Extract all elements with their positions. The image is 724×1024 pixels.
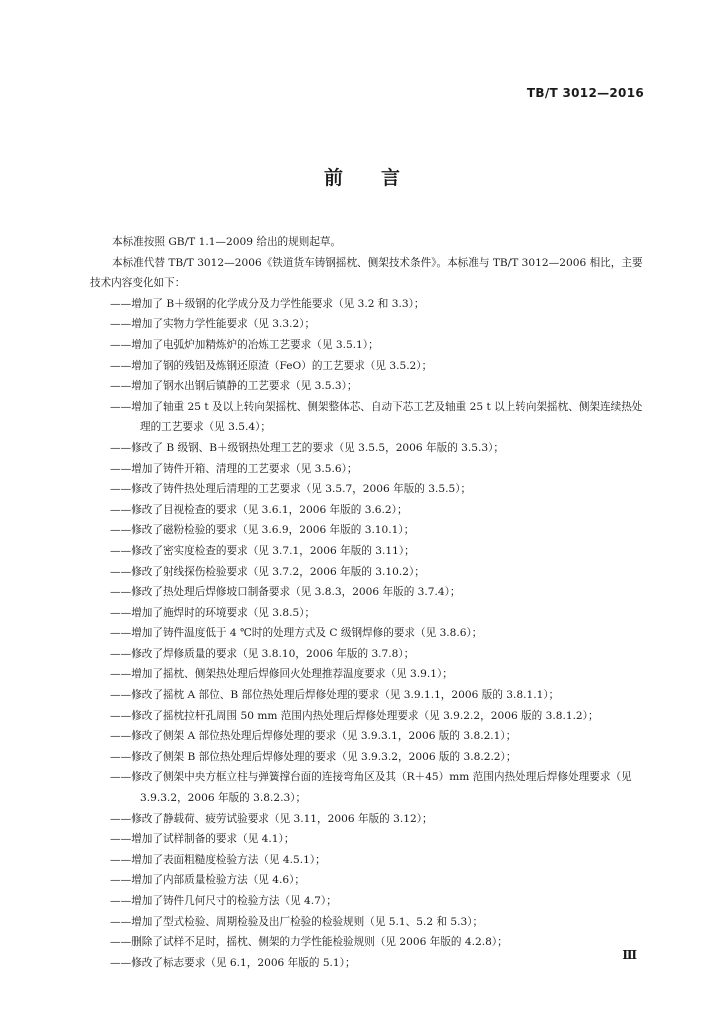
change-item: ——增加了摇枕、侧架热处理后焊修回火处理推荐温度要求（见 3.9.1）；	[110, 668, 453, 681]
change-item: ——增加了轴重 25 t 及以上转向架摇枕、侧架整体芯、自动下芯工艺及轴重 25 t 以上转向架摇枕、侧架连续热处理的工艺要求（见 3.5.4）；	[110, 400, 643, 434]
change-item: ——修改了侧架中央方框立柱与弹簧撑台面的连接弯角区及其（R＋45）mm 范围内热处理后焊修处理要求（见 3.9.3.2，2006 年版的 3.8.2.3）；	[110, 771, 632, 805]
change-item: ——修改了焊修质量的要求（见 3.8.10，2006 年版的 3.7.8）；	[110, 647, 415, 660]
change-item: ——增加了电弧炉加精炼炉的冶炼工艺要求（见 3.5.1）；	[110, 338, 379, 351]
change-item: ——删除了试样不足时，摇枕、侧架的力学性能检验规则（见 2006 年版的 4.2.8）；	[110, 936, 508, 949]
change-item: ——修改了摇枕拉杆孔周围 50 mm 范围内热处理后焊修处理要求（见 3.9.2.2，2006 版的 3.8.1.2）；	[110, 709, 599, 722]
standard-code-header: TB/T 3012—2016	[526, 86, 644, 100]
foreword-body	[90, 232, 646, 973]
change-item: ——增加了 B＋级钢的化学成分及力学性能要求（见 3.2 和 3.3）；	[110, 297, 425, 310]
change-item: ——增加了铸件几何尺寸的检验方法（见 4.7）；	[110, 895, 337, 907]
change-item: ——增加了型式检验、周期检验及出厂检验的检验规则（见 5.1、5.2 和 5.3）；	[110, 915, 484, 928]
change-item: ——增加了实物力学性能要求（见 3.3.2）；	[110, 318, 316, 331]
change-item: ——增加了试样制备的要求（见 4.1）；	[110, 833, 295, 846]
change-item: ——修改了侧架 B 部位热处理后焊修处理的要求（见 3.9.3.2，2006 版的 3.8.2.2）；	[110, 750, 517, 763]
change-item: ——增加了施焊时的环境要求（见 3.8.5）；	[110, 606, 316, 619]
page-number: Ⅲ	[622, 948, 637, 962]
change-item: ——修改了铸件热处理后清理的工艺要求（见 3.5.7，2006 年版的 3.5.5）；	[110, 483, 472, 496]
change-item: ——修改了密实度检查的要求（见 3.7.1，2006 年版的 3.11）；	[110, 544, 415, 557]
change-item: ——修改了热处理后焊修坡口制备要求（见 3.8.3，2006 年版的 3.7.4）；	[110, 586, 461, 599]
change-item: ——增加了内部质量检验方法（见 4.6）；	[110, 874, 306, 887]
change-item: ——增加了铸件开箱、清理的工艺要求（见 3.5.6）；	[110, 462, 358, 475]
change-item: ——修改了侧架 A 部位热处理后焊修处理的要求（见 3.9.3.1，2006 版的 3.8.2.1）；	[110, 730, 517, 743]
intro-paragraph-2: 本标准代替 TB/T 3012—2006《铁道货车铸钢摇枕、侧架技术条件》。本标准与 TB/T 3012—2006 相比，主要技术内容变化如下：	[90, 256, 643, 290]
change-item: ——修改了摇枕 A 部位、B 部位热处理后焊修处理的要求（见 3.9.1.1，2006 版的 3.8.1.1）；	[110, 689, 560, 702]
change-item: ——增加了表面粗糙度检验方法（见 4.5.1）；	[110, 853, 326, 866]
change-list	[90, 294, 646, 974]
page-title: 前言	[323, 167, 438, 189]
change-item: ——修改了静载荷、疲劳试验要求（见 3.11，2006 年版的 3.12）；	[110, 812, 433, 825]
change-item: ——增加了钢水出钢后镇静的工艺要求（见 3.5.3）；	[110, 380, 358, 393]
intro-paragraph-1: 本标准按照 GB/T 1.1—2009 给出的规则起草。	[112, 236, 342, 248]
change-item: ——修改了射线探伤检验要求（见 3.7.2，2006 年版的 3.10.2）；	[110, 565, 425, 578]
change-item: ——增加了钢的残铝及炼钢还原渣（FeO）的工艺要求（见 3.5.2）；	[110, 359, 433, 372]
change-item: ——修改了目视检查的要求（见 3.6.1，2006 年版的 3.6.2）；	[110, 503, 408, 516]
change-item: ——修改了标志要求（见 6.1，2006 年版的 5.1）；	[110, 956, 356, 969]
change-item: ——修改了 B 级钢、B＋级钢热处理工艺的要求（见 3.5.5，2006 年版的 3.5.3）；	[110, 441, 505, 454]
change-item: ——增加了铸件温度低于 4 ℃时的处理方式及 C 级钢焊修的要求（见 3.8.6）；	[110, 627, 483, 640]
change-item: ——修改了磁粉检验的要求（见 3.6.9，2006 年版的 3.10.1）；	[110, 524, 415, 537]
